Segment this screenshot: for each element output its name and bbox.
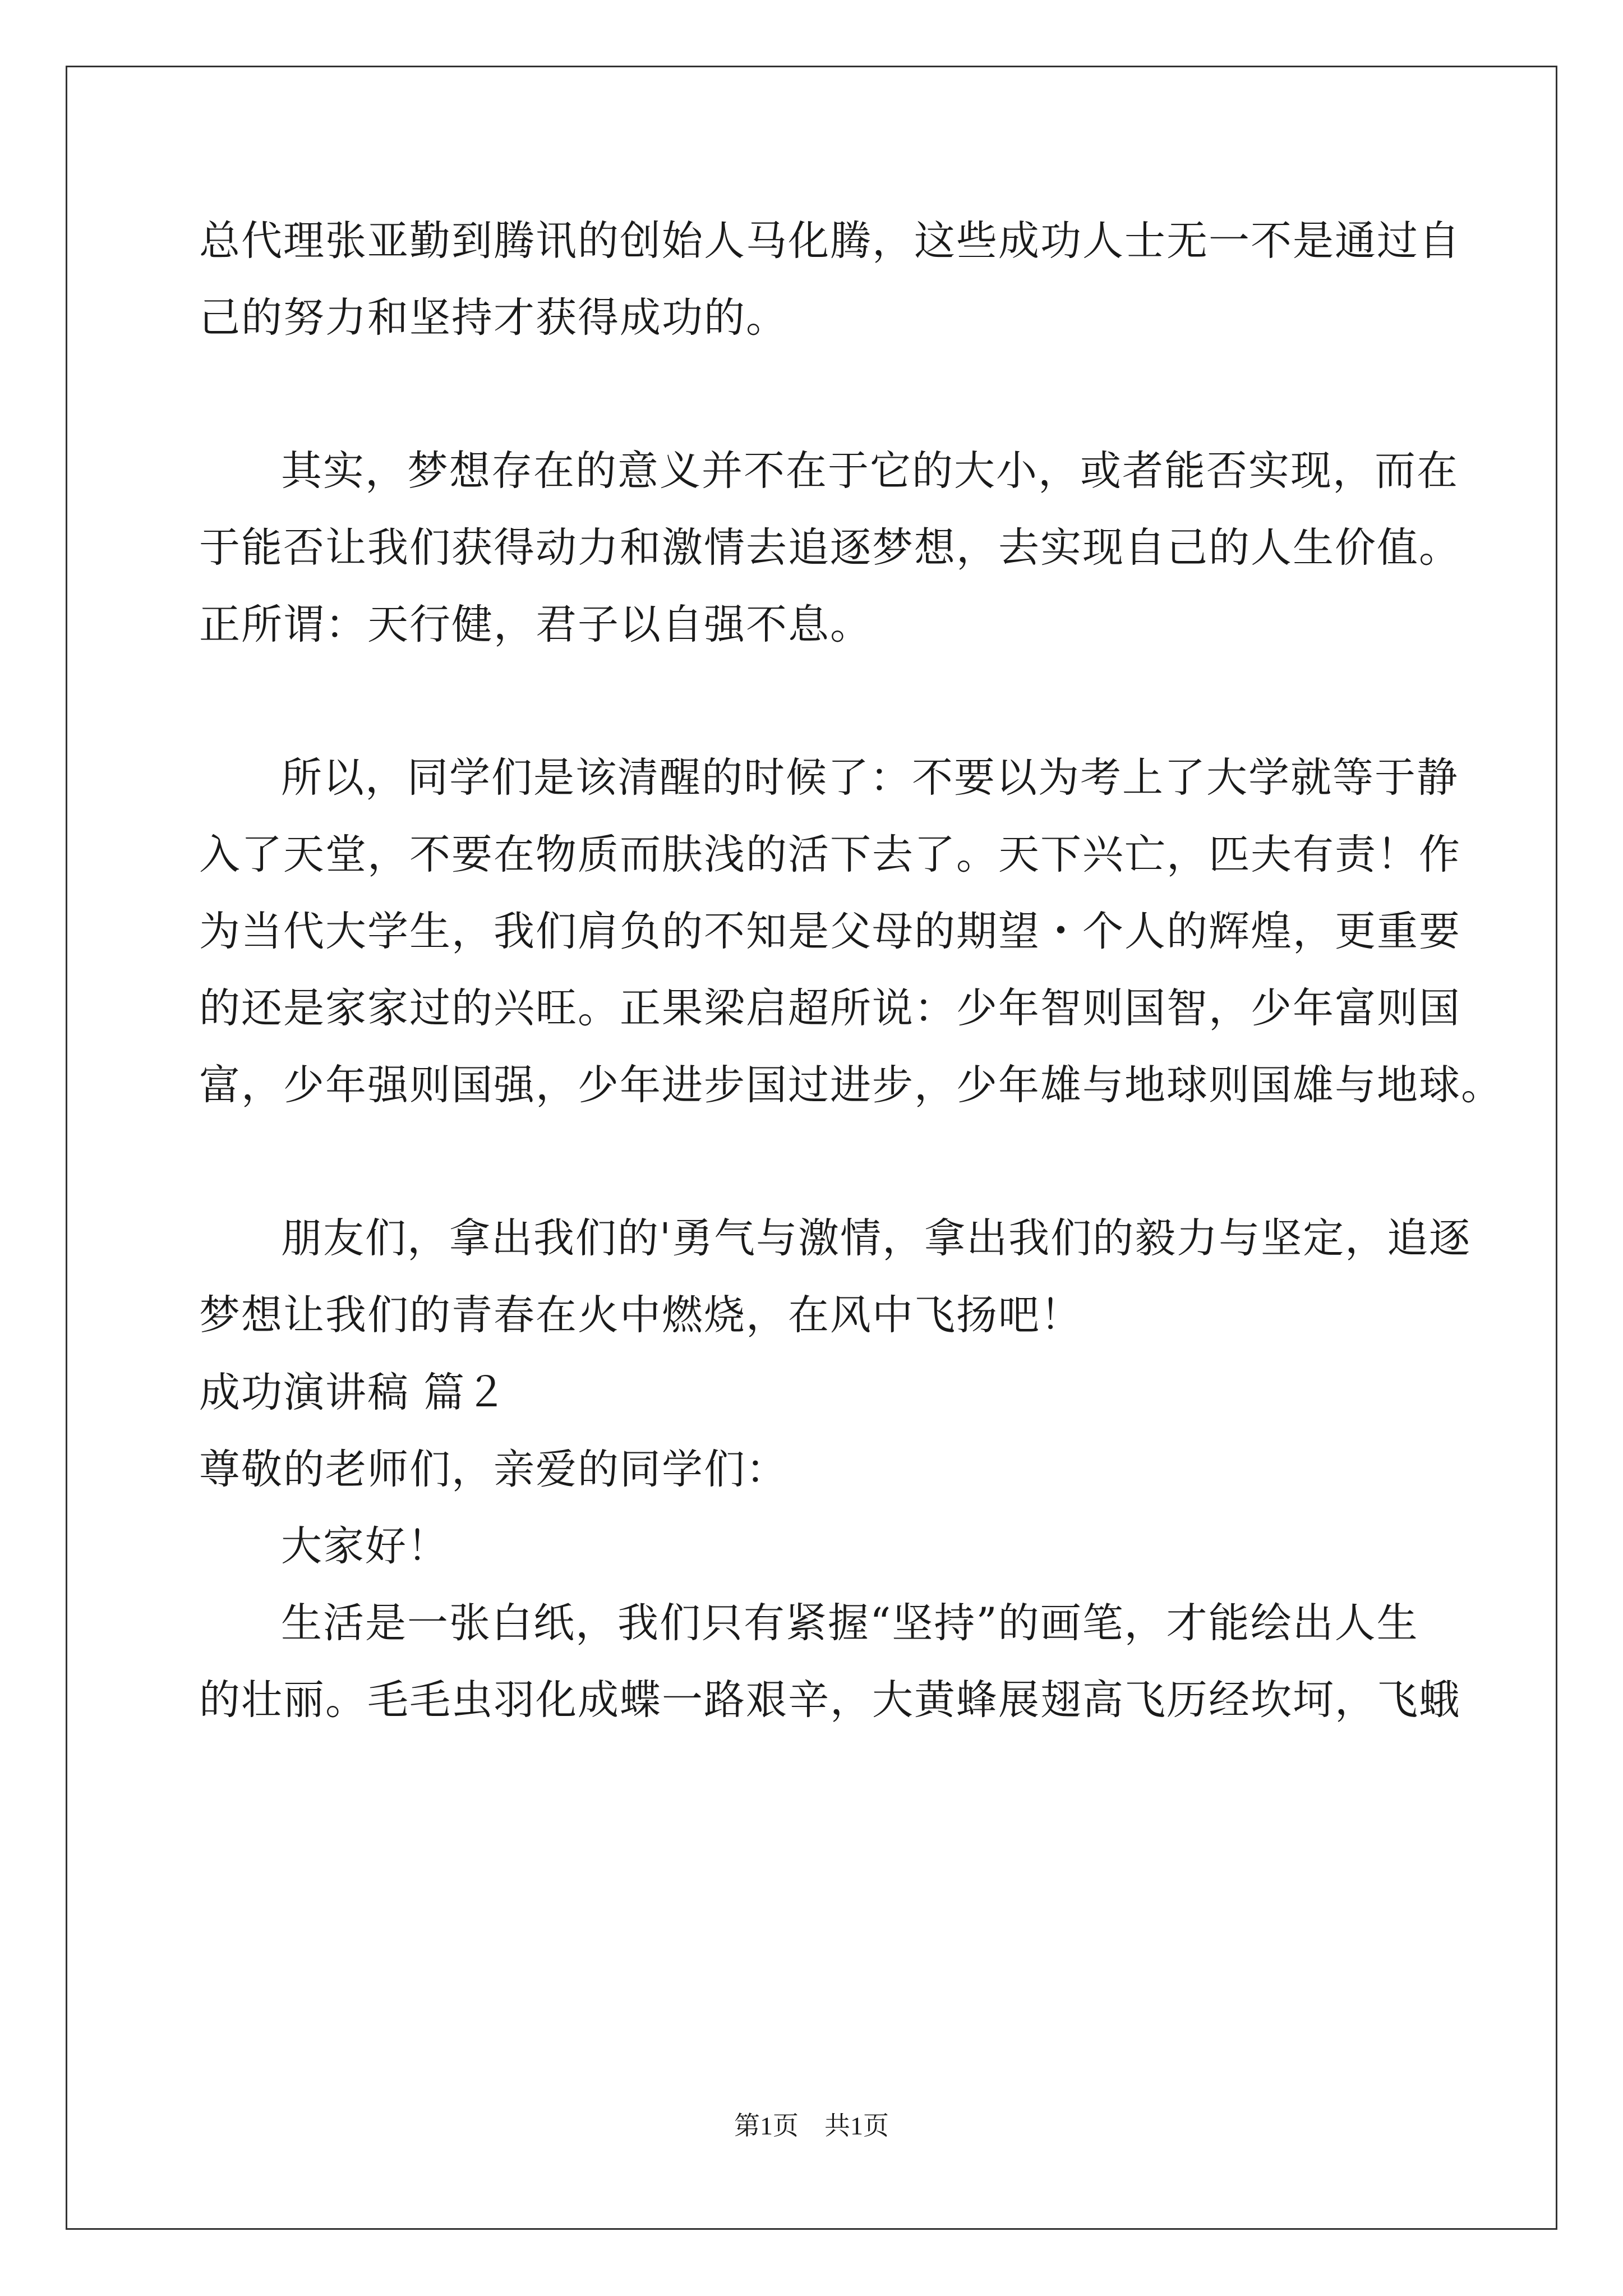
text-line: 总代理张亚勤到腾讯的创始人马化腾，这些成功人士无一不是通过自	[199, 217, 1461, 265]
paragraph-start-line: 朋友们，拿出我们的'勇气与激情，拿出我们的毅力与坚定，追逐	[281, 1214, 1472, 1262]
text-line: 梦想让我们的青春在火中燃烧，在风中飞扬吧！	[199, 1291, 1082, 1339]
text-line: 的还是家家过的兴旺。正果梁启超所说：少年智则国智，少年富则国	[199, 984, 1461, 1032]
text-line: 为当代大学生，我们肩负的不知是父母的期望・个人的辉煌，更重要	[199, 908, 1461, 955]
page-footer: 第1页 共1页	[734, 2111, 889, 2140]
text-line: 富，少年强则国强，少年进步国过进步，少年雄与地球则国雄与地球。	[199, 1061, 1503, 1109]
text-line: 己的努力和坚持才获得成功的。	[199, 294, 788, 342]
paragraph-start-line: 其实，梦想存在的意义并不在于它的大小，或者能否实现，而在	[281, 447, 1459, 495]
section-heading: 成功演讲稿 篇２	[199, 1369, 508, 1416]
text-line: 于能否让我们获得动力和激情去追逐梦想，去实现自己的人生价值。	[199, 524, 1461, 572]
page-border	[66, 66, 1557, 2230]
salutation: 尊敬的老师们，亲爱的同学们：	[199, 1446, 788, 1493]
greeting: 大家好！	[281, 1522, 449, 1570]
paragraph-start-line: 所以，同学们是该清醒的时候了：不要以为考上了大学就等于静	[281, 754, 1459, 802]
paragraph-start-line: 生活是一张白纸，我们只有紧握“坚持”的画笔，才能绘出人生	[281, 1599, 1419, 1647]
text-line: 入了天堂，不要在物质而肤浅的活下去了。天下兴亡，匹夫有责！作	[199, 831, 1461, 878]
text-line: 的壮丽。毛毛虫羽化成蝶一路艰辛，大黄蜂展翅高飞历经坎坷，飞蛾	[199, 1676, 1461, 1724]
text-line: 正所谓：天行健，君子以自强不息。	[199, 601, 872, 648]
